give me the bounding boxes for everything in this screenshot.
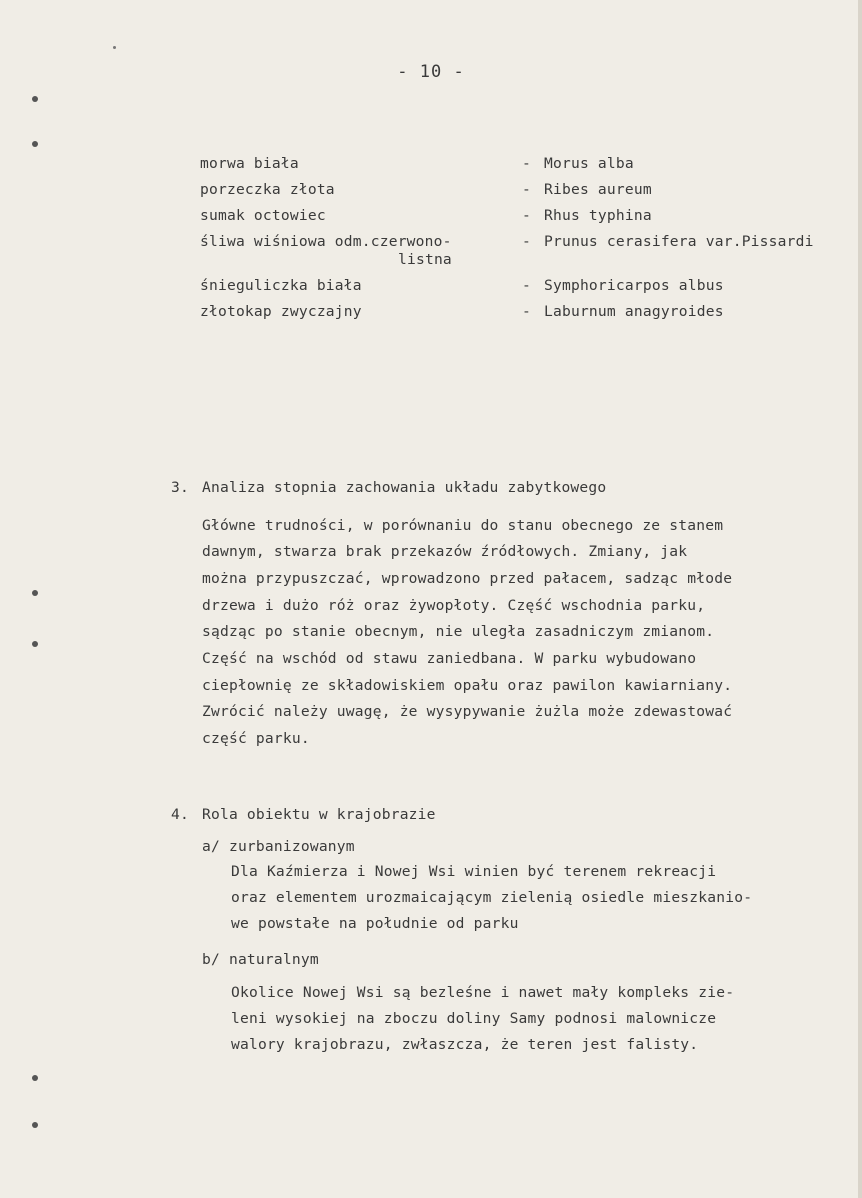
paragraph-line: część parku.: [202, 730, 310, 747]
plant-latin-name: Prunus cerasifera var.Pissardi: [544, 233, 814, 250]
plant-latin-name: Laburnum anagyroides: [544, 303, 724, 320]
paragraph-line: Główne trudności, w porównaniu do stanu obecnego ze stanem: [202, 517, 724, 534]
paragraph-line: leni wysokiej na zboczu doliny Samy podnosi malownicze: [231, 1010, 717, 1027]
plant-common-name: śliwa wiśniowa odm.czerwono-: [200, 233, 452, 250]
paragraph-line: ciepłownię ze składowiskiem opału oraz pawilon kawiarniany.: [202, 677, 733, 694]
plant-common-name-continuation: listna: [398, 251, 452, 268]
plant-common-name: porzeczka złota: [200, 181, 335, 198]
section-title: Analiza stopnia zachowania układu zabytkowego: [202, 479, 607, 496]
list-dash: -: [522, 181, 531, 198]
plant-latin-name: Morus alba: [544, 155, 634, 172]
binder-hole: [32, 96, 38, 102]
paragraph-line: we powstałe na południe od parku: [231, 915, 519, 932]
list-dash: -: [522, 207, 531, 224]
plant-common-name: złotokap zwyczajny: [200, 303, 362, 320]
page-number: - 10 -: [397, 62, 465, 82]
plant-latin-name: Rhus typhina: [544, 207, 652, 224]
list-dash: -: [522, 277, 531, 294]
plant-latin-name: Ribes aureum: [544, 181, 652, 198]
paragraph-line: walory krajobrazu, zwłaszcza, że teren jest falisty.: [231, 1036, 699, 1053]
paragraph-line: Zwrócić należy uwagę, że wysypywanie żużla może zdewastować: [202, 703, 733, 720]
binder-hole: [32, 141, 38, 147]
paragraph-line: Okolice Nowej Wsi są bezleśne i nawet mały kompleks zie-: [231, 984, 735, 1001]
plant-latin-name: Symphoricarpos albus: [544, 277, 724, 294]
list-dash: -: [522, 303, 531, 320]
subsection-label: b/ naturalnym: [202, 951, 319, 968]
list-dash: -: [522, 155, 531, 172]
plant-common-name: śnieguliczka biała: [200, 277, 362, 294]
page-edge: [858, 0, 862, 1198]
subsection-label: a/ zurbanizowanym: [202, 838, 355, 855]
paragraph-line: można przypuszczać, wprowadzono przed pałacem, sadząc młode: [202, 570, 733, 587]
paragraph-line: oraz elementem urozmaicającym zielenią osiedle mieszkanio-: [231, 889, 753, 906]
section-title: Rola obiektu w krajobrazie: [202, 806, 436, 823]
paragraph-line: Część na wschód od stawu zaniedbana. W parku wybudowano: [202, 650, 697, 667]
binder-hole: [32, 1122, 38, 1128]
plant-common-name: morwa biała: [200, 155, 299, 172]
binder-hole: [32, 590, 38, 596]
paragraph-line: Dla Kaźmierza i Nowej Wsi winien być terenem rekreacji: [231, 863, 717, 880]
section-number: 3.: [171, 479, 189, 496]
paragraph-line: dawnym, stwarza brak przekazów źródłowych. Zmiany, jak: [202, 543, 688, 560]
paragraph-line: drzewa i dużo róż oraz żywopłoty. Część wschodnia parku,: [202, 597, 706, 614]
section-number: 4.: [171, 806, 189, 823]
paragraph-line: sądząc po stanie obecnym, nie uległa zasadniczym zmianom.: [202, 623, 715, 640]
plant-common-name: sumak octowiec: [200, 207, 326, 224]
list-dash: -: [522, 233, 531, 250]
margin-speck: [113, 46, 116, 49]
binder-hole: [32, 1075, 38, 1081]
binder-hole: [32, 641, 38, 647]
